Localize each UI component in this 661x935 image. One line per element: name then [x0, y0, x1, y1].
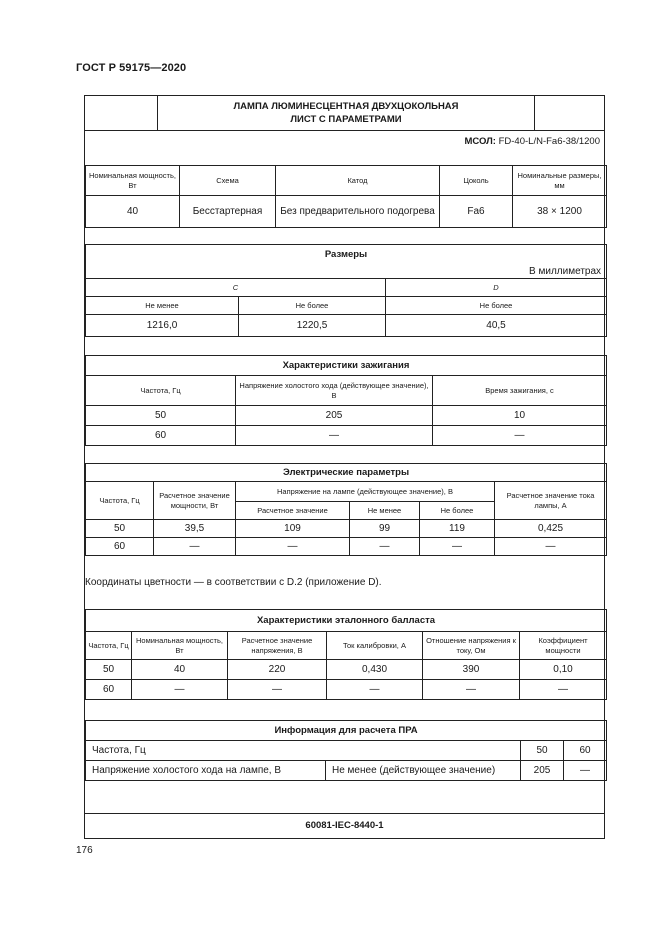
- ignition-row1-voltage: 205: [236, 406, 433, 426]
- ballast-table: [85, 609, 607, 700]
- lamp-info-table: [85, 165, 607, 228]
- electrical-row2-voltage-min: —: [350, 538, 420, 556]
- sizes-unit: В миллиметрах: [86, 265, 607, 279]
- value-dimensions: 38 × 1200: [513, 196, 607, 228]
- header-base: Цоколь: [440, 166, 513, 196]
- value-base: Fa6: [440, 196, 513, 228]
- sheet-footer-code: 60081-IEC-8440-1: [85, 813, 604, 838]
- electrical-title: Электрические параметры: [86, 464, 607, 482]
- size-c-max-header: Не более: [239, 297, 386, 315]
- document-code: ГОСТ Р 59175—2020: [76, 62, 187, 74]
- lamp-info-section: [85, 165, 606, 228]
- electrical-row1-voltage-calc: 109: [236, 520, 350, 538]
- ballast-row1-voltage: 220: [228, 660, 327, 680]
- ballast-row2-power: —: [132, 680, 228, 700]
- value-scheme: Бесстартерная: [180, 196, 276, 228]
- pra-title: Информация для расчета ПРА: [86, 721, 607, 741]
- pra-section: [85, 720, 606, 781]
- ballast-header-power: Номинальная мощность, Вт: [132, 632, 228, 660]
- header-cathode: Катод: [276, 166, 440, 196]
- electrical-row2-voltage-calc: —: [236, 538, 350, 556]
- size-c-max-value: 1220,5: [239, 315, 386, 337]
- ballast-row2-current: —: [327, 680, 423, 700]
- electrical-header-current: Расчетное значение тока лампы, А: [495, 482, 607, 520]
- size-d-max-header: Не более: [386, 297, 607, 315]
- size-d-max-value: 40,5: [386, 315, 607, 337]
- ignition-row1-frequency: 50: [86, 406, 236, 426]
- ignition-header-frequency: Частота, Гц: [86, 376, 236, 406]
- ballast-header-current: Ток калибровки, А: [327, 632, 423, 660]
- ignition-row2-frequency: 60: [86, 426, 236, 446]
- size-column-d: D: [386, 279, 607, 297]
- chromaticity-note: Координаты цветности — в соответствии с D.2 (приложение D).: [85, 577, 382, 588]
- pra-frequency-50: 50: [521, 741, 564, 761]
- parameter-sheet-frame: [84, 95, 605, 839]
- ballast-row2-ratio: —: [423, 680, 520, 700]
- pra-voltage-60: —: [564, 761, 607, 781]
- electrical-header-frequency: Частота, Гц: [86, 482, 154, 520]
- ballast-title: Характеристики эталонного балласта: [86, 610, 607, 632]
- electrical-row2-power: —: [154, 538, 236, 556]
- ignition-row2-time: —: [433, 426, 607, 446]
- ignition-row1-time: 10: [433, 406, 607, 426]
- ballast-row2-power-factor: —: [520, 680, 607, 700]
- ignition-header-time: Время зажигания, с: [433, 376, 607, 406]
- ballast-row2-voltage: —: [228, 680, 327, 700]
- pra-table: [85, 720, 607, 781]
- ignition-header-voltage: Напряжение холостого хода (действующее значение), В: [236, 376, 433, 406]
- electrical-row1-voltage-max: 119: [420, 520, 495, 538]
- electrical-table: [85, 463, 607, 556]
- electrical-header-voltage-max: Не более: [420, 502, 495, 520]
- size-c-min-value: 1216,0: [86, 315, 239, 337]
- electrical-header-voltage-calc: Расчетное значение: [236, 502, 350, 520]
- ballast-header-voltage: Расчетное значение напряжения, В: [228, 632, 327, 660]
- ballast-row1-frequency: 50: [86, 660, 132, 680]
- ignition-section: [85, 355, 606, 446]
- ballast-header-frequency: Частота, Гц: [86, 632, 132, 660]
- header-left-cell: [85, 96, 158, 130]
- ballast-row1-power-factor: 0,10: [520, 660, 607, 680]
- page-number: 176: [76, 845, 93, 856]
- msol-designation: [464, 136, 600, 147]
- sizes-title: Размеры: [86, 245, 607, 265]
- pra-voltage-label: Напряжение холостого хода на лампе, В: [86, 761, 326, 781]
- header-power: Номинальная мощность, Вт: [86, 166, 180, 196]
- electrical-row1-voltage-min: 99: [350, 520, 420, 538]
- value-cathode: Без предварительного подогрева: [276, 196, 440, 228]
- value-power: 40: [86, 196, 180, 228]
- ballast-row1-power: 40: [132, 660, 228, 680]
- electrical-header-voltage: Напряжение на лампе (действующее значение), В: [236, 482, 495, 502]
- electrical-row1-current: 0,425: [495, 520, 607, 538]
- ballast-row1-ratio: 390: [423, 660, 520, 680]
- size-column-c: C: [86, 279, 386, 297]
- sheet-title-line2: ЛИСТ С ПАРАМЕТРАМИ: [290, 114, 402, 125]
- electrical-row2-current: —: [495, 538, 607, 556]
- msol-value: FD-40-L/N-Fa6-38/1200: [498, 136, 600, 147]
- size-c-min-header: Не менее: [86, 297, 239, 315]
- pra-frequency-60: 60: [564, 741, 607, 761]
- electrical-section: [85, 463, 606, 556]
- ignition-table: [85, 355, 607, 446]
- sheet-header: [85, 96, 604, 131]
- ballast-section: [85, 609, 606, 700]
- electrical-row1-frequency: 50: [86, 520, 154, 538]
- electrical-header-power: Расчетное значение мощности, Вт: [154, 482, 236, 520]
- ballast-header-power-factor: Коэффициент мощности: [520, 632, 607, 660]
- header-scheme: Схема: [180, 166, 276, 196]
- sizes-section: [85, 244, 606, 337]
- ballast-row1-current: 0,430: [327, 660, 423, 680]
- ignition-title: Характеристики зажигания: [86, 356, 607, 376]
- sheet-title: [158, 100, 534, 126]
- ignition-row2-voltage: —: [236, 426, 433, 446]
- ballast-header-ratio: Отношение напряжения к току, Ом: [423, 632, 520, 660]
- pra-voltage-50: 205: [521, 761, 564, 781]
- electrical-row1-power: 39,5: [154, 520, 236, 538]
- pra-frequency-label: Частота, Гц: [86, 741, 521, 761]
- header-dimensions: Номинальные размеры, мм: [513, 166, 607, 196]
- sheet-title-line1: ЛАМПА ЛЮМИНЕСЦЕНТНАЯ ДВУХЦОКОЛЬНАЯ: [233, 101, 459, 112]
- electrical-row2-frequency: 60: [86, 538, 154, 556]
- electrical-header-voltage-min: Не менее: [350, 502, 420, 520]
- msol-label: МСОЛ:: [464, 136, 496, 147]
- electrical-row2-voltage-max: —: [420, 538, 495, 556]
- header-right-cell: [534, 96, 605, 130]
- pra-voltage-condition: Не менее (действующее значение): [326, 761, 521, 781]
- ballast-row2-frequency: 60: [86, 680, 132, 700]
- sizes-table: [85, 244, 607, 337]
